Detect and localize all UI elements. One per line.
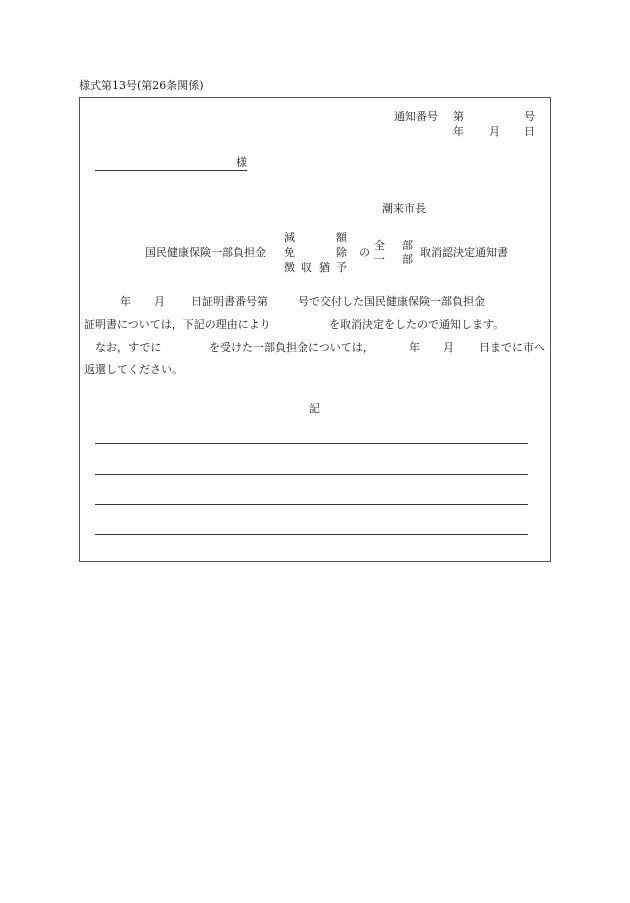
recipient-sama: 様 bbox=[236, 156, 247, 169]
title-col6-2: 部 bbox=[402, 253, 413, 266]
title-col4-2: 除 bbox=[336, 246, 347, 259]
body-line1-gou: 号で交付した国民健康保険一部負担金 bbox=[298, 295, 485, 308]
title-col4-3: 予 bbox=[336, 261, 347, 274]
title-col6-1: 部 bbox=[402, 239, 413, 252]
body-line3-month: 月 bbox=[443, 341, 454, 354]
body-line2-b: を取消決定をしたので通知します。 bbox=[329, 318, 505, 331]
title-prefix: 国民健康保険一部負担金 bbox=[145, 246, 266, 259]
date-month: 月 bbox=[489, 125, 500, 138]
body-line1-text: 日証明書番号第 bbox=[191, 295, 268, 308]
date-day: 日 bbox=[524, 125, 535, 138]
recipient-underline bbox=[95, 170, 247, 171]
body-line3-c: 日までに市へ bbox=[479, 341, 545, 354]
body-line2-a: 証明書については，下記の理由により bbox=[84, 318, 271, 331]
title-col4-1: 額 bbox=[336, 231, 347, 244]
body-line1-year: 年 bbox=[120, 295, 131, 308]
title-col5-2: 一 bbox=[374, 253, 385, 266]
title-col3-1: 猶 bbox=[319, 261, 330, 274]
notice-number-gou: 号 bbox=[524, 110, 535, 123]
reason-line-4 bbox=[95, 534, 528, 535]
title-col2-1: 収 bbox=[301, 261, 312, 274]
title-no: の bbox=[359, 246, 370, 259]
body-line3-a: なお，すでに bbox=[95, 341, 162, 354]
notice-number-label: 通知番号 bbox=[394, 110, 438, 123]
title-col1-3: 徴 bbox=[284, 261, 295, 274]
issuer: 潮来市長 bbox=[382, 202, 426, 215]
title-col1-2: 免 bbox=[284, 246, 295, 259]
notice-number-dai: 第 bbox=[453, 110, 464, 123]
form-label: 様式第13号(第26条関係) bbox=[79, 79, 204, 92]
date-year: 年 bbox=[453, 125, 464, 138]
reason-line-1 bbox=[95, 443, 528, 444]
title-col1-1: 減 bbox=[284, 231, 295, 244]
body-line4: 返還してください。 bbox=[84, 363, 183, 376]
body-line1-month: 月 bbox=[154, 295, 165, 308]
ki-label: 記 bbox=[309, 402, 320, 415]
body-line3-b: を受けた一部負担金については， bbox=[209, 341, 374, 354]
title-suffix: 取消認決定通知書 bbox=[420, 246, 508, 259]
title-col5-1: 全 bbox=[374, 239, 385, 252]
reason-line-2 bbox=[95, 474, 528, 475]
body-line3-year: 年 bbox=[409, 341, 420, 354]
reason-line-3 bbox=[95, 504, 528, 505]
